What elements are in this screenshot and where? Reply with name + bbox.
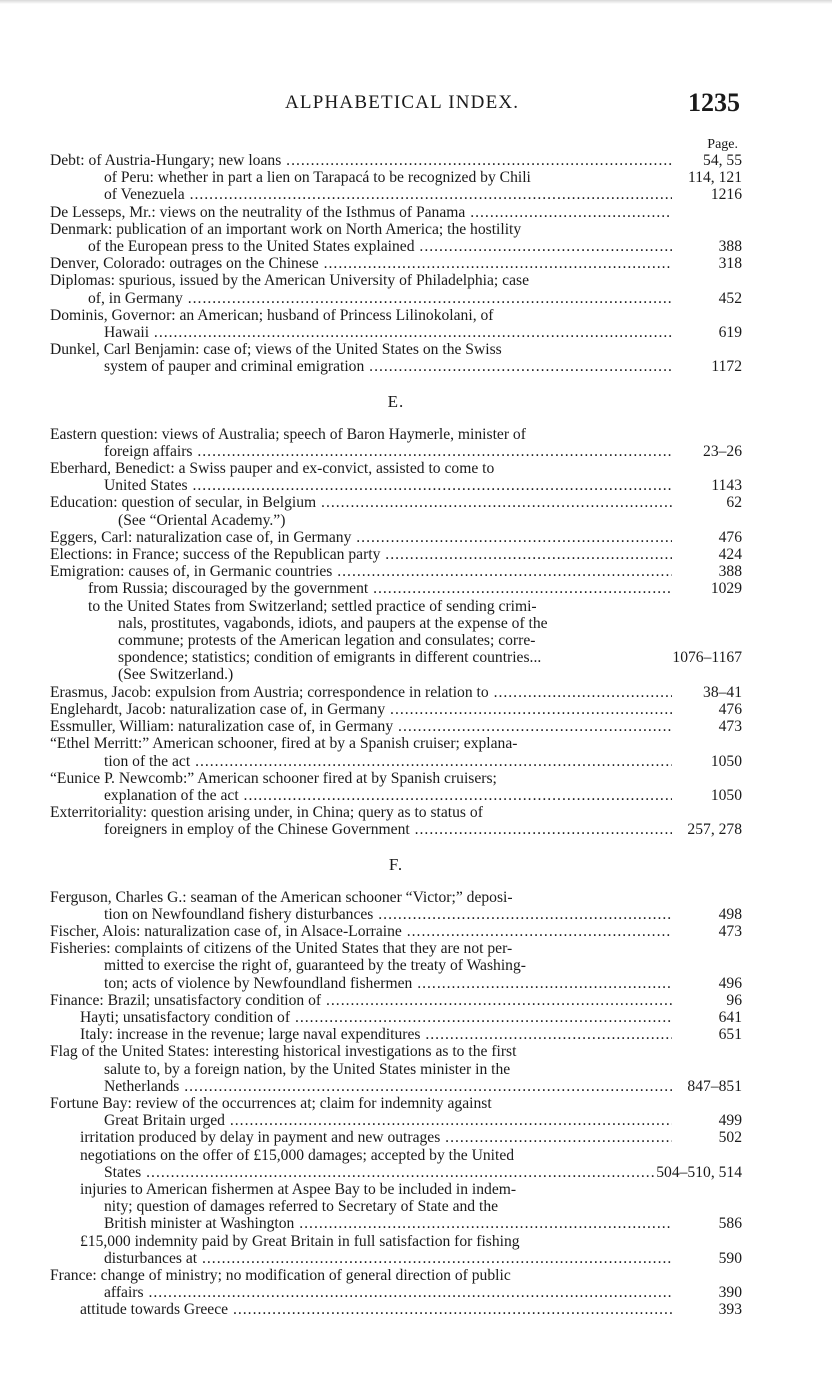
entry-text: Finance: Brazil; unsatisfactory condition of ..... [50, 992, 672, 1009]
entry-text: Essmuller, William: naturalization case of, in Germany ..... [50, 718, 672, 735]
entry-text: Erasmus, Jacob: expulsion from Austria; correspondence in relation to ..... [50, 684, 672, 701]
entry-text: negotiations on the offer of £15,000 damages; accepted by the United [80, 1146, 515, 1164]
entry-page: 502 [718, 1129, 742, 1147]
entry-text: to the United States from Switzerland; settled practice of sending crimi- [88, 597, 537, 615]
index-entry [50, 238, 742, 255]
entry-page: 390 [718, 1284, 742, 1302]
entry-text: foreign affairs ..... [104, 443, 672, 460]
entry-page: 388 [718, 238, 742, 256]
entry-page: 473 [718, 922, 742, 940]
entry-text: Education: question of secular, in Belgium ..... [50, 494, 672, 511]
page-column-label: Page. [707, 137, 738, 152]
index-entry [50, 1215, 742, 1232]
entry-text: spondence; statistics; condition of emigrants in different countries... [118, 649, 542, 667]
entry-text: Englehardt, Jacob: naturalization case of, in Germany ..... [50, 701, 672, 718]
index-entry [50, 1198, 742, 1215]
index-entry [50, 1026, 742, 1043]
entry-text: Flag of the United States: interesting historical investigations as to the first [50, 1043, 517, 1061]
entry-text: Emigration: causes of, in Germanic countries ..... [50, 563, 672, 580]
index-entry [50, 1112, 742, 1129]
index-entry [50, 1284, 742, 1301]
index-entry [50, 358, 742, 375]
index-entry [50, 649, 742, 666]
entry-page: 1050 [710, 786, 742, 804]
entry-text: foreigners in employ of the Chinese Government ..... [104, 821, 672, 838]
entry-text: ton; acts of violence by Newfoundland fishermen ..... [104, 975, 672, 992]
entry-text: attitude towards Greece ..... [80, 1301, 672, 1318]
index-entry [50, 443, 742, 460]
index-entry [50, 529, 742, 546]
index-entry [50, 992, 742, 1009]
index-entry [50, 957, 742, 974]
index-entry [50, 804, 742, 821]
entry-page: 651 [718, 1026, 742, 1044]
top-edge [0, 0, 832, 4]
entry-page: 641 [718, 1008, 742, 1026]
entry-text: (See “Oriental Academy.”) [118, 511, 286, 529]
index-entry [50, 494, 742, 511]
index-entry [50, 324, 742, 341]
entry-page: 393 [718, 1301, 742, 1319]
entry-page: 1172 [711, 358, 742, 376]
entry-page: 1029 [710, 580, 742, 598]
index-entry [50, 460, 742, 477]
entry-page: 586 [718, 1215, 742, 1233]
index-entry [50, 204, 742, 221]
index-entry [50, 1164, 742, 1181]
index-entry [50, 1078, 742, 1095]
entry-page: 499 [718, 1112, 742, 1130]
entry-page: 38–41 [703, 683, 742, 701]
index-entry [50, 718, 742, 735]
index-entry [50, 975, 742, 992]
entry-text: (See Switzerland.) [118, 666, 234, 684]
entry-text: Denver, Colorado: outrages on the Chinese ..... [50, 255, 672, 272]
index-entry [50, 615, 742, 632]
index-entry [50, 821, 742, 838]
index-entry [50, 1233, 742, 1250]
entry-text: disturbances at ..... [104, 1250, 672, 1267]
entry-page: 257, 278 [687, 821, 742, 839]
entry-text: salute to, by a foreign nation, by the United States minister in the [104, 1060, 511, 1078]
index-entry [50, 1250, 742, 1267]
index-entry [50, 632, 742, 649]
entry-text: of Venezuela ..... [104, 186, 672, 203]
entry-text: Ferguson, Charles G.: seaman of the American schooner “Victor;” deposi- [50, 888, 513, 906]
index-entry [50, 477, 742, 494]
index-entry [50, 169, 742, 186]
entry-text: system of pauper and criminal emigration ..... [104, 358, 672, 375]
entry-text: Eggers, Carl: naturalization case of, in Germany ..... [50, 529, 672, 546]
entry-text: Great Britain urged ..... [104, 1112, 672, 1129]
section-f [50, 889, 742, 1319]
entry-text: Fisheries: complaints of citizens of the United States that they are not per- [50, 940, 513, 958]
index-entry [50, 512, 742, 529]
entry-page: 318 [718, 255, 742, 273]
index-entry [50, 255, 742, 272]
entry-page: 424 [718, 546, 742, 564]
entry-text: nals, prostitutes, vagabonds, idiots, and paupers at the expense of the [118, 614, 548, 632]
entry-page: 590 [718, 1249, 742, 1267]
entry-text: Denmark: publication of an important work on North America; the hostility [50, 220, 522, 238]
entry-text: Eberhard, Benedict: a Swiss pauper and ex-convict, assisted to come to [50, 460, 495, 478]
index-entry [50, 341, 742, 358]
index-entry [50, 1095, 742, 1112]
index-entry [50, 272, 742, 289]
entry-text: Netherlands ..... [104, 1078, 672, 1095]
entry-text: tion on Newfoundland fishery disturbances ..... [104, 906, 672, 923]
index-entry [50, 546, 742, 563]
entry-page: 114, 121 [688, 169, 742, 187]
entry-text: Hawaii ..... [104, 324, 672, 341]
entry-text: De Lesseps, Mr.: views on the neutrality of the Isthmus of Panama ..... [50, 204, 672, 221]
index-entry [50, 1267, 742, 1284]
entry-text: Elections: in France; success of the Republican party ..... [50, 546, 672, 563]
entry-text: Italy: increase in the revenue; large naval expenditures ..... [80, 1026, 672, 1043]
page-title: ALPHABETICAL INDEX. [285, 92, 520, 113]
entry-page: 452 [718, 289, 742, 307]
index-entry [50, 666, 742, 683]
index-entry [50, 1147, 742, 1164]
entry-text: France: change of ministry; no modification of general direction of public [50, 1266, 511, 1284]
index-entry [50, 1043, 742, 1060]
entry-page: 1076–1167 [672, 649, 742, 667]
index-entry [50, 735, 742, 752]
entry-text: explanation of the act ..... [104, 787, 672, 804]
index-entry [50, 1061, 742, 1078]
entry-page: 1050 [710, 752, 742, 770]
index-entry [50, 940, 742, 957]
entry-text: injuries to American fishermen at Aspee Bay to be included in indem- [80, 1180, 517, 1198]
entry-text: from Russia; discouraged by the government ..... [88, 580, 672, 597]
index-entry [50, 563, 742, 580]
entry-page: 847–851 [687, 1077, 742, 1095]
entry-text: United States ..... [104, 477, 672, 494]
index-entry [50, 923, 742, 940]
entry-text: nity; question of damages referred to Secretary of State and the [104, 1198, 499, 1216]
index-entry [50, 684, 742, 701]
entry-text: Exterritoriality: question arising under, in China; query as to status of [50, 804, 483, 822]
entry-text: mitted to exercise the right of, guaranteed by the treaty of Washing- [104, 957, 526, 975]
index-body [50, 152, 742, 1319]
index-entry [50, 1009, 742, 1026]
index-entry [50, 1301, 742, 1318]
entry-text: Diplomas: spurious, issued by the American University of Philadelphia; case [50, 272, 529, 290]
section-d [50, 152, 742, 376]
entry-text: Fortune Bay: review of the occurrences at; claim for indemnity against [50, 1094, 492, 1112]
index-entry [50, 906, 742, 923]
entry-page: 496 [718, 974, 742, 992]
entry-page: 1216 [710, 186, 742, 204]
index-entry [50, 1129, 742, 1146]
entry-page: 619 [718, 324, 742, 342]
index-entry [50, 221, 742, 238]
index-entry [50, 426, 742, 443]
entry-page: 476 [718, 528, 742, 546]
section-letter-e: E. [387, 391, 405, 411]
entry-text: Dominis, Governor: an American; husband of Princess Lilinokolani, of [50, 306, 494, 324]
index-entry [50, 770, 742, 787]
entry-text: Dunkel, Carl Benjamin: case of; views of the United States on the Swiss [50, 341, 502, 359]
entry-text: Eastern question: views of Australia; speech of Baron Haymerle, minister of [50, 425, 526, 443]
index-entry [50, 753, 742, 770]
entry-page: 504–510, 514 [656, 1163, 742, 1181]
index-entry [50, 186, 742, 203]
index-entry [50, 787, 742, 804]
entry-text: of, in Germany ..... [88, 290, 672, 307]
running-head [0, 88, 832, 120]
page-number: 1235 [688, 88, 740, 117]
entry-text: irritation produced by delay in payment and new outrages ..... [80, 1129, 672, 1146]
entry-page: 96 [726, 991, 742, 1009]
index-entry [50, 889, 742, 906]
entry-text: Debt: of Austria-Hungary; new loans ..... [50, 152, 672, 169]
entry-page: 62 [726, 494, 742, 512]
section-e [50, 426, 742, 839]
index-entry [50, 598, 742, 615]
entry-text: of the European press to the United States explained ..... [88, 238, 672, 255]
entry-page: 1143 [711, 477, 742, 495]
entry-page: 23–26 [703, 442, 742, 460]
entry-text: £15,000 indemnity paid by Great Britain in full satisfaction for fishing [80, 1232, 520, 1250]
index-entry [50, 152, 742, 169]
entry-page: 473 [718, 718, 742, 736]
entry-text: of Peru: whether in part a lien on Tarapacá to be recognized by Chili [104, 169, 531, 187]
index-entry [50, 580, 742, 597]
entry-text: tion of the act ..... [104, 753, 672, 770]
entry-text: “Ethel Merritt:” American schooner, fired at by a Spanish cruiser; explana- [50, 735, 518, 753]
entry-text: Hayti; unsatisfactory condition of ..... [80, 1009, 672, 1026]
entry-page: 476 [718, 700, 742, 718]
index-entry [50, 290, 742, 307]
entry-text: Fischer, Alois: naturalization case of, in Alsace-Lorraine ..... [50, 923, 672, 940]
entry-text: affairs ..... [104, 1284, 672, 1301]
entry-page: 498 [718, 905, 742, 923]
index-entry [50, 701, 742, 718]
entry-text: “Eunice P. Newcomb:” American schooner fired at by Spanish cruisers; [50, 769, 497, 787]
entry-page: 54, 55 [703, 152, 742, 169]
entry-text: commune; protests of the American legation and consulates; corre- [118, 632, 536, 650]
section-letter-f: F. [388, 854, 404, 874]
entry-page: 388 [718, 563, 742, 581]
entry-text: British minister at Washington ..... [104, 1215, 672, 1232]
index-entry [50, 1181, 742, 1198]
index-entry [50, 307, 742, 324]
entry-text: States ..... [104, 1164, 656, 1181]
